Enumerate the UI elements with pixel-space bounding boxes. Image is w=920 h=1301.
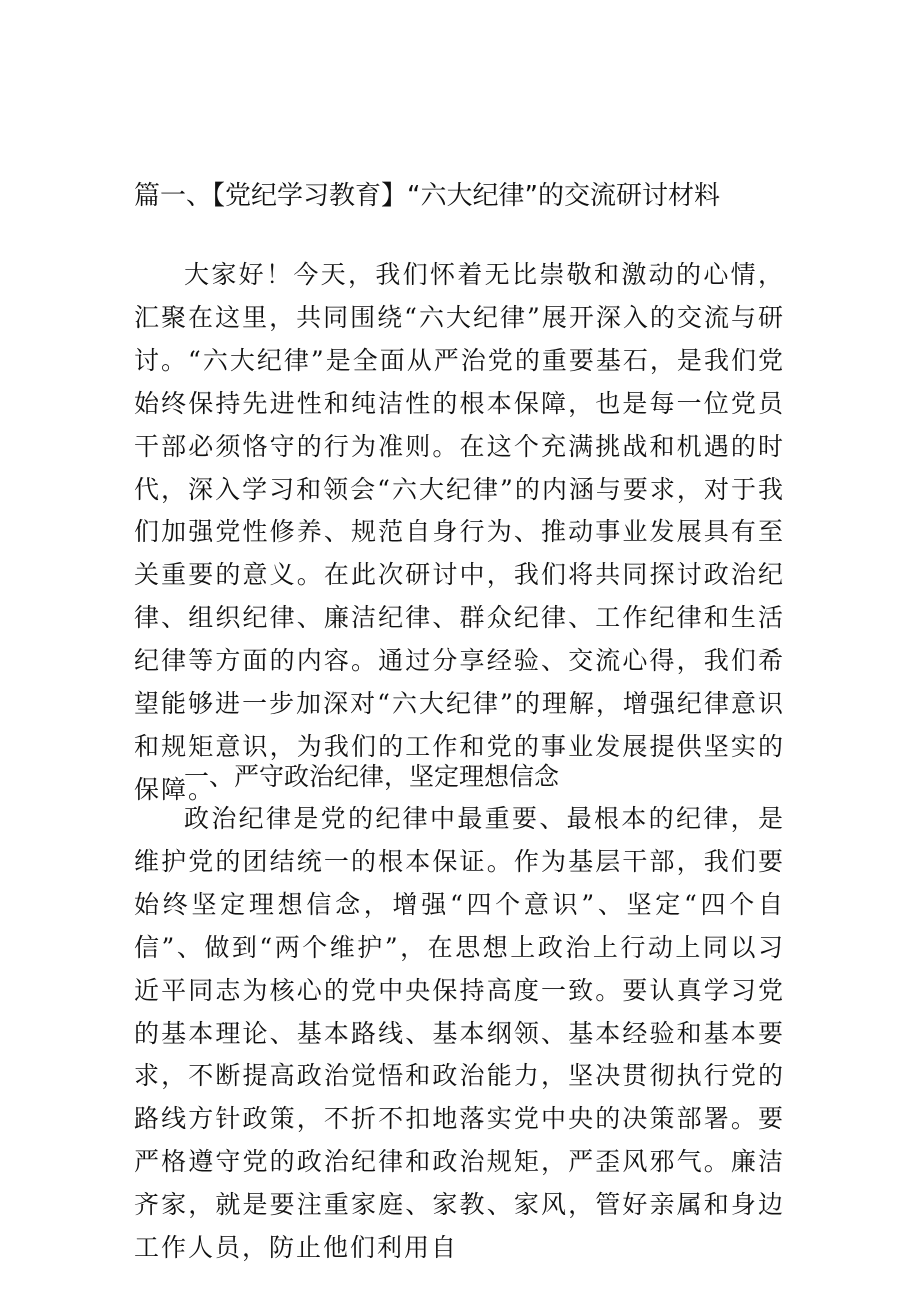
section-heading-political-discipline: 一、严守政治纪律，坚定理想信念 <box>184 762 560 791</box>
intro-paragraph: 大家好！今天，我们怀着无比崇敬和激动的心情，汇聚在这里，共同围绕“六大纪律”展开深入的交流与研讨。“六大纪律”是全面从严治党的重要基石，是我们党始终保持先进性和纯洁性的根本保障，也是每一位党员干部必须恪守的行为准则。在这个充满挑战和机遇的时代，深入学习和领会“六大纪律”的内涵与要求，对于我们加强党性修养、规范自身行为、推动事业发展具有至关重要的意义。在此次研讨中，我们将共同探讨政治纪律、组织纪律、廉洁纪律、群众纪律、工作纪律和生活纪律等方面的内容。通过分享经验、交流心得，我们希望能够进一步加深对“六大纪律”的理解，增强纪律意识和规矩意识，为我们的工作和党的事业发展提供坚实的保障。 <box>134 260 785 804</box>
document-title: 篇一、【党纪学习教育】“六大纪律”的交流研讨材料 <box>134 181 720 211</box>
section-paragraph-political-discipline: 政治纪律是党的纪律中最重要、最根本的纪律，是维护党的团结统一的根本保证。作为基层干部，我们要始终坚定理想信念，增强“四个意识”、坚定“四个自信”、做到“两个维护”，在思想上政治上行动上同以习近平同志为核心的党中央保持高度一致。要认真学习党的基本理论、基本路线、基本纲领、基本经验和基本要求，不断提高政治觉悟和政治能力，坚决贯彻执行党的路线方针政策，不折不扣地落实党中央的决策部署。要严格遵守党的政治纪律和政治规矩，严歪风邪气。廉洁齐家，就是要注重家庭、家教、家风，管好亲属和身边工作人员，防止他们利用自 <box>134 804 785 1263</box>
